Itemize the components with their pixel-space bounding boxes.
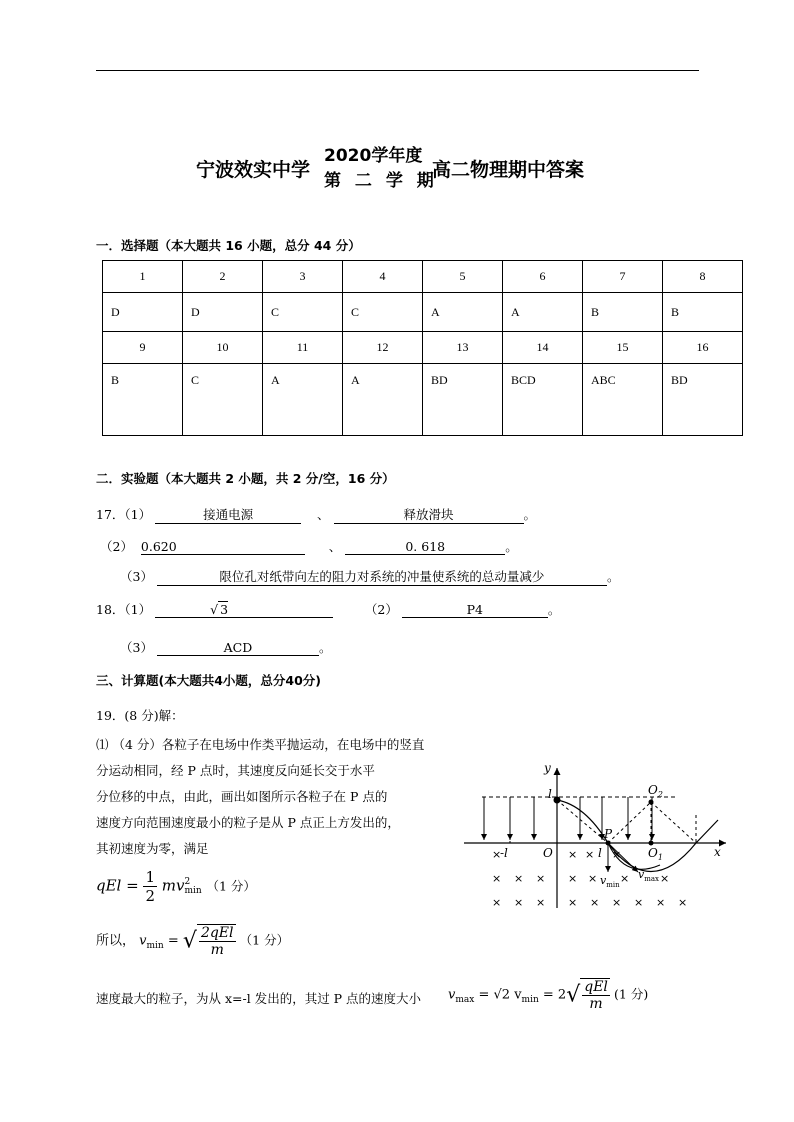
svg-text:×: × [656,896,666,909]
eq2-numerator [199,925,236,942]
svg-text:×: × [492,896,502,909]
eq3-numerator-text: qEl [584,979,608,995]
q17-label: 17．（1） [96,507,152,522]
svg-text:×: × [568,848,578,861]
svg-text:×: × [514,896,524,909]
table-cell: B [663,293,743,332]
q18-2-label: （2） [364,602,398,617]
eq1-sub: min [184,885,202,896]
svg-text:×: × [660,872,670,885]
table-cell: BD [423,364,503,436]
q17-2-label: （2） [100,539,133,554]
table-cell: 7 [583,261,663,293]
separator: 、 [328,539,342,554]
q17-answer-3: 限位孔对纸带向左的阻力对系统的冲量使系统的总动量减少 [157,567,607,586]
table-cell: BCD [503,364,583,436]
svg-text:×: × [536,872,546,885]
svg-text:×: × [568,896,578,909]
eq1-rhs: mv [161,876,185,895]
table-cell: A [423,293,503,332]
eq1-denominator: 2 [145,887,156,905]
table-cell: 2 [183,261,263,293]
so-label: 所以， [96,933,136,949]
table-cell: 3 [263,261,343,293]
period: 。 [606,569,620,584]
eq2-denominator-text: m [210,942,224,958]
q17-line2 [100,537,518,555]
svg-text:×: × [678,896,688,909]
eq3-numerator [582,979,610,996]
eq3-v: v [448,987,456,1003]
q19-paragraph-line: 速度方向范围速度最小的粒子是从 P 点正上方发出的， [96,815,400,830]
table-cell: C [343,293,423,332]
l-label-right: l [598,846,602,860]
table-cell: 11 [263,332,343,364]
eq3-denominator-text: m [589,996,603,1012]
table-cell: 9 [103,332,183,364]
q18-answer-3: ACD [157,640,319,656]
table-cell: D [103,293,183,332]
section2-heading: 二．实验题（本大题共 2 小题，共 2 分/空，16 分） [96,471,395,486]
table-cell: D [183,293,263,332]
p-label: P [604,827,613,841]
section3-heading: 三、计算题(本大题共4小题，总分40分) [96,673,322,688]
field-diagram [460,760,740,910]
title-year: 2020学年度 [324,146,423,166]
start-point [554,797,561,804]
table-cell: B [103,364,183,436]
eq2-fraction [197,924,236,958]
o1-point [649,841,654,846]
q17-3-label: （3） [120,569,153,584]
title-term: 第 二 学 期 [324,171,438,191]
sqrt-sign-icon: √ [566,982,581,1008]
y-label: y [544,761,551,775]
o2-label: $O_2$ [648,783,663,799]
q19-paragraph-line: 分运动相同，经 P 点时，其速度反向延长交于水平 [96,763,375,778]
table-cell: A [503,293,583,332]
eq3-fraction [580,978,610,1012]
section1-heading: 一．选择题（本大题共 16 小题，总分 44 分） [96,238,361,253]
table-cell: 14 [503,332,583,364]
svg-text:×: × [590,896,600,909]
eq1-lhs: qEl [96,876,122,895]
q19-paragraph-line: 其初速度为零，满足 [96,841,209,856]
svg-text:×: × [634,896,644,909]
q18-answer-2: P4 [402,602,548,618]
q17-answer-1b: 释放滑块 [334,505,524,524]
q18-answer-1: √ 3 [155,602,333,618]
top-rule [96,70,699,71]
table-cell: 10 [183,332,263,364]
svg-text:×: × [612,848,622,861]
svg-text:×: × [568,872,578,885]
q17-line3 [120,567,619,586]
eq3-denominator [582,996,610,1012]
table-cell: 16 [663,332,743,364]
vmax-label: $v_{max}$ [638,868,659,883]
q18-3-label: （3） [120,640,153,655]
score-3: (1 分) [614,986,649,1002]
q19-paragraph-line: 分位移的中点，由此，画出如图所示各粒子在 P 点的 [96,789,388,804]
o1-label: $O_1$ [648,846,663,862]
svg-text:×: × [588,872,598,885]
answer-table [102,260,743,436]
table-cell: A [343,364,423,436]
table-cell: 5 [423,261,503,293]
separator: 、 [317,507,330,522]
q18-answer-1-value: 3 [220,602,229,617]
q17-answer-2b: 0. 618 [345,539,505,555]
eq3-sub2: min [521,995,539,1006]
svg-text:×: × [492,848,502,861]
table-cell: 8 [663,261,743,293]
table-cell: 15 [583,332,663,364]
period: 。 [523,507,537,522]
eq1-fraction [143,868,157,905]
q18-line1 [96,600,560,618]
equation-vmin: 所以， $v_{min}$ = √ $\frac{\text{2qEl}}{m}$ （1 分） [96,925,290,958]
q18-line3 [120,638,331,656]
svg-text:×: × [585,848,595,861]
q19-paragraph-line: ⑴ （4 分）各粒子在电场中作类平抛运动，在电场中的竖直 [96,737,425,752]
svg-text:×: × [536,896,546,909]
q17-line1 [96,505,536,524]
table-cell: C [263,293,343,332]
table-cell: C [183,364,263,436]
sqrt-sign-icon: √ [182,928,197,954]
q18-label: 18．（1） [96,602,152,617]
neg-l-label: -l [500,846,508,860]
table-cell: ABC [583,364,663,436]
svg-text:×: × [612,896,622,909]
period: 。 [505,539,518,554]
eq3-eq: = 2 [542,987,567,1003]
svg-text:×: × [492,872,502,885]
score-2: （1 分） [239,932,290,948]
q17-answer-2a: 0.620 [141,539,305,555]
table-cell: 12 [343,332,423,364]
eq2-numerator-text: 2qEl [200,925,234,941]
eq2-sub: min [146,941,164,952]
vmin-label: $v_{min}$ [600,874,620,889]
table-cell: 4 [343,261,423,293]
l-label: l [548,787,552,801]
eq3-sub1: max [455,995,475,1006]
o-label: O [543,846,553,860]
title-school: 宁波效实中学 [196,159,311,181]
equation-energy: qEl = $\frac{1}{2}$ mv 2 min （1 分） [96,868,256,905]
equation-vmax [448,978,648,1012]
eq2-lhs: v [139,933,147,949]
q17-answer-1a: 接通电源 [155,505,301,524]
eq2-denominator [199,942,236,958]
eq3-mid: = √2 v [478,987,522,1003]
table-cell: 1 [103,261,183,293]
svg-text:×: × [620,872,630,885]
title-rest: 高二物理期中答案 [432,159,585,181]
o2-point [649,800,654,805]
q19-label: 19．(8 分)解： [96,708,184,723]
eq1-sup: 2 [184,876,191,887]
table-cell: A [263,364,343,436]
eq1-numerator: 1 [145,868,156,886]
period: 。 [318,640,332,655]
q19-paragraph-line: 速度最大的粒子，为从 x=-l 发出的，其过 P 点的速度大小 [96,991,422,1006]
score-1: （1 分） [206,878,256,894]
svg-text:×: × [514,872,524,885]
table-cell: B [583,293,663,332]
p-point [606,841,611,846]
x-label: x [714,845,721,859]
table-cell: BD [663,364,743,436]
table-cell: 13 [423,332,503,364]
period: 。 [547,602,561,617]
table-cell: 6 [503,261,583,293]
